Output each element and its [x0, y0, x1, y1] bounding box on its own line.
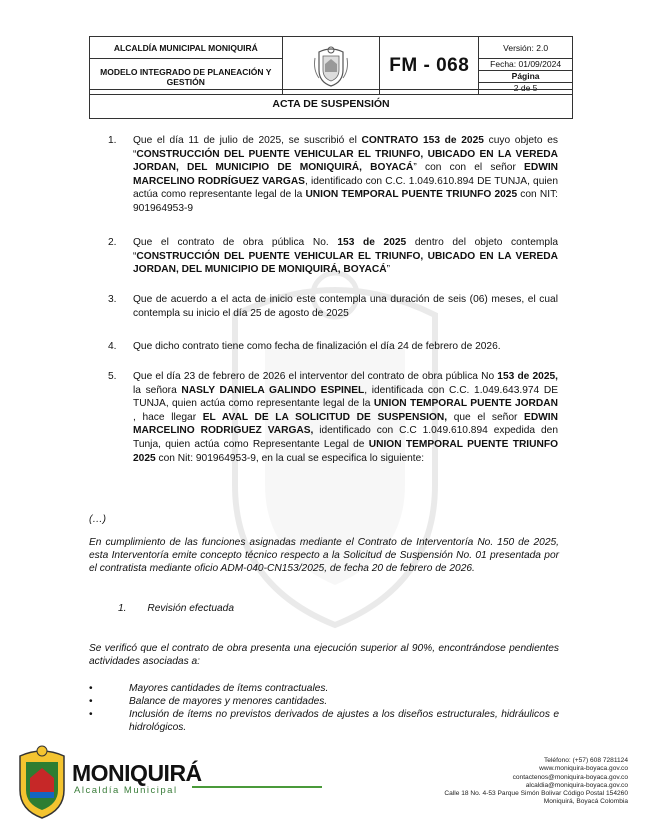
crest-logo-icon	[311, 44, 351, 88]
bullet-text: Inclusión de ítems no previstos derivados de ajustes a los diseños estructurales, hidráulicos e hidrológicos.	[129, 709, 559, 733]
text-run: Que el día 11 de julio de 2025, se suscribió el	[133, 135, 362, 146]
doc-title: ACTA DE SUSPENSIÓN	[89, 89, 573, 119]
item-number: 4.	[108, 341, 117, 352]
list-item	[108, 236, 559, 277]
contact-block	[478, 757, 628, 790]
item-number: 1.	[108, 135, 117, 146]
page-value: 2 de 5	[513, 83, 538, 93]
bold-text: CONTRATO 153 de 2025	[361, 135, 484, 146]
bold-text: UNION TEMPORAL PUENTE JORDAN	[373, 398, 558, 410]
text-run: ”	[386, 264, 390, 276]
date: Fecha: 01/09/2024	[479, 59, 572, 71]
text-run: Que de acuerdo a el acta de inicio este contempla una duración de seis (06) meses, el cual contempla su inicio el día 25 de agosto de 2025	[133, 294, 558, 319]
text-run: , hace llegar	[133, 411, 203, 423]
bold-text: 153 de 2025,	[497, 371, 558, 382]
text-run: dentro del objeto contempla “	[133, 237, 559, 262]
text-run: que el señor	[447, 411, 525, 423]
bold-text: EDWIN MARCELINO RODRÍGUEZ VARGAS	[133, 162, 559, 187]
item-text	[118, 236, 558, 277]
email-link[interactable]: alcaldia@moniquira-boyaca.gov.co	[525, 781, 628, 789]
bold-text: NASLY DANIELA GALINDO ESPINEL	[181, 384, 365, 396]
item-number: 5.	[108, 371, 117, 382]
list-item	[108, 370, 559, 465]
bullet-text: Balance de mayores y menores cantidades.	[129, 696, 328, 707]
text-run: cuyo objeto es “	[133, 135, 558, 160]
text-run: , identificada con C.C. 1.049.643.974 DE TUNJA, quien actúa como representante legal de la	[133, 384, 559, 410]
sub-title: Revisión efectuada	[147, 603, 234, 614]
website-link[interactable]: www.moniquira-boyaca.gov.co	[539, 765, 628, 773]
bullet-dot: •	[89, 696, 93, 707]
item-text	[118, 340, 558, 354]
email-link[interactable]: contactenos@moniquira-boyaca.gov.co	[512, 773, 628, 781]
text-run: con NIT: 901964953-9	[133, 189, 558, 214]
bullet-item	[89, 708, 559, 734]
bullet-item	[89, 682, 559, 695]
text-run: Que el día 23 de febrero de 2026 el interventor del contrato de obra pública No	[133, 371, 498, 382]
text-run: Que dicho contrato tiene como fecha de finalización el día 24 de febrero de 2026.	[133, 341, 501, 352]
divider	[192, 786, 322, 788]
sub-number: 1.	[118, 603, 127, 614]
quote-paragraph: En cumplimiento de las funciones asignadas mediante el Contrato de Interventoría No. 150 de 2025, esta Interventoría emite concepto técnico respecto a la Solicitud de Suspensión No. 01 presentada por el contratista mediante oficio ADM-040-CN153/2025, de fecha 20 de febrero de 2026.	[89, 537, 559, 574]
quote-paragraph-2: Se verificó que el contrato de obra presenta una ejecución superior al 90%, encontrándose pendientes actividades asociadas a:	[89, 643, 559, 667]
bullet-text: Mayores cantidades de ítems contractuales.	[129, 683, 329, 694]
model-name: MODELO INTEGRADO DE PLANEACIÓN Y GESTIÓN	[90, 59, 283, 95]
org-name: ALCALDÍA MUNICIPAL MONIQUIRÁ	[90, 37, 283, 59]
ellipsis: (…)	[89, 514, 106, 525]
phone: Teléfono: (+57) 608 7281124	[543, 757, 628, 764]
crest-cell	[282, 37, 380, 95]
bold-text: CONSTRUCCIÓN DEL PUENTE VEHICULAR EL TRIUNFO, UBICADO EN LA VEREDA JORDAN, DEL MUNICIPIO DE MONIQUIRÁ, BOYACÁ	[133, 148, 558, 174]
bullet-dot: •	[89, 683, 93, 694]
brand-subtitle: Alcaldía Municipal	[74, 785, 178, 796]
address: Calle 18 No. 4-53 Parque Simón Bolivar Código Postal 154260	[444, 790, 628, 797]
bold-text: EL AVAL DE LA SOLICITUD DE SUSPENSION,	[202, 411, 448, 423]
bold-text: UNION TEMPORAL PUENTE TRIUNFO 2025	[305, 189, 518, 201]
bullet-dot: •	[89, 709, 93, 720]
item-number: 3.	[108, 294, 117, 305]
address-block	[408, 790, 628, 807]
text-run: identificado con C.C 1.049.610.894 expedida den Tunja, quien actúa como Representante Legal de	[133, 425, 558, 450]
text-run: , identificado con C.C. 1.049.610.894 DE TUNJA, quien actúa como representante legal de la	[133, 175, 558, 201]
text-run: con Nit: 901964953-9, en la cual se especifica lo siguiente:	[155, 452, 425, 464]
item-number: 2.	[108, 237, 117, 248]
item-text	[118, 134, 558, 216]
list-item	[108, 340, 558, 354]
brand-name: MONIQUIRÁ	[72, 760, 202, 786]
bold-text: UNION TEMPORAL PUENTE TRIUNFO 2025	[133, 438, 558, 464]
text-run: Que el contrato de obra pública No.	[133, 237, 338, 248]
item-text	[118, 293, 558, 320]
version: Versión: 2.0	[479, 37, 573, 59]
footer-crest-icon	[14, 742, 70, 820]
item-text	[118, 370, 558, 465]
form-code: FM - 068	[380, 37, 479, 95]
list-item	[108, 134, 559, 216]
bold-text: CONSTRUCCIÓN DEL PUENTE VEHICULAR EL TRIUNFO, UBICADO EN LA VEREDA JORDAN, DEL MUNICIPIO DE MONIQUIRÁ, BOYACÁ	[133, 250, 558, 276]
bold-text: EDWIN MARCELINO RODRIGUEZ VARGAS,	[133, 411, 558, 437]
bold-text: 153 de 2025	[337, 237, 407, 248]
text-run: ” con con el señor	[413, 162, 525, 174]
city: Moniquirá, Boyacá Colombia	[543, 798, 628, 806]
sub-heading	[118, 602, 418, 615]
page-label: Página	[479, 71, 572, 83]
list-item	[108, 293, 558, 320]
text-run: la señora	[133, 384, 182, 396]
bullet-item	[89, 695, 559, 708]
